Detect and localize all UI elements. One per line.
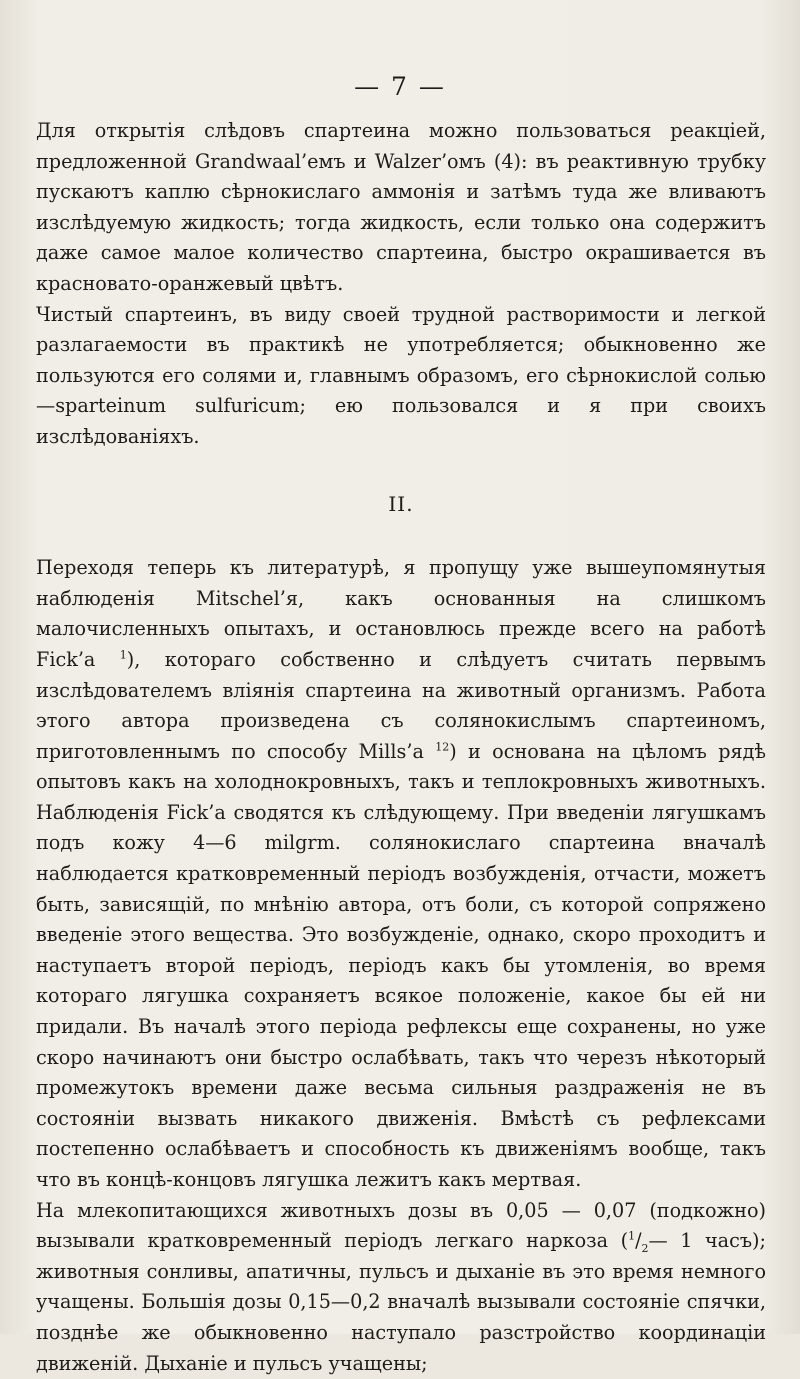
paragraph-reaction: Для открытія слѣдовъ спартеина можно пользоваться реакціей, предложенной Grandwaal’емъ и Walzer’омъ (4): въ реактивную трубку пускаютъ каплю сѣрнокислаго аммонія и затѣмъ туда же вливаютъ изслѣдуемую жидкость; тогда жидкость, если только она содержитъ даже самое малое количество спартеина, быстро окрашивается въ красновато-оранжевый цвѣтъ. — [36, 119, 766, 295]
paragraph-mammals: На млекопитающихся животныхъ дозы въ 0,05 — 0,07 (подкожно) вызывали кратковременный періодъ легкаго наркоза ($^1/_2—$ 1 часъ); животныя сонливы, апатичны, пульсъ и дыханіе въ это время немного учащены. Большія дозы 0,15—0,2 вначалѣ вызывали состояніе спячки, позднѣе же обыкновенно наступало разстройство координаціи движеній. Дыханіе и пульсъ учащены; — [36, 1198, 766, 1375]
footnote-ref-1: 1 — [119, 648, 127, 662]
page-number: — 7 — — [354, 72, 446, 101]
body-text — [36, 116, 766, 1379]
paragraph-pure-sparteine: Чистый спартеинъ, въ виду своей трудной растворимости и легкой разлагаемости въ практикѣ не употребляется; обыкновенно же пользуются его солями и, главнымъ образомъ, его сѣрнокислой солью—spartеinum sulfuricum; ею пользовался и я при своихъ изслѣдованіяхъ. — [36, 302, 766, 448]
footnote-ref-12: 12 — [435, 740, 450, 754]
paragraph-mammals-part1: На млекопитающихся животныхъ дозы въ 0,05 — 0,07 (подкожно) вызывали кратковременный періодъ легкаго наркоза ( — [36, 1198, 766, 1253]
paragraph-literature-part1: Переходя теперь къ литературѣ, я пропущу уже вышеупомянутыя наблюденія Mitschel’я, какъ основанныя на слишкомъ малочисленныхъ опытахъ, и остановлюсь прежде всего на работѣ Fick’a — [36, 556, 766, 671]
section-heading: II. — [388, 491, 414, 516]
paragraph-literature-part2: ), котораго собственно и слѣдуетъ считать первымъ изслѣдователемъ вліянія спартеина на животный организмъ. Работа этого автора произведена съ солянокислымъ спартеиномъ, приготовленнымъ по способу Mills’a — [36, 647, 766, 763]
paragraph-literature — [36, 553, 766, 1195]
fraction-numerator: 1 — [628, 1229, 636, 1243]
fraction-denominator: 2 — [641, 1242, 649, 1256]
paragraph-literature-part3: ) и основана на цѣломъ рядѣ опытовъ какъ на холоднокровныхъ, такъ и теплокровныхъ животныхъ. Наблюденія Fick’a сводятся къ слѣдующему. При введеніи лягушкамъ подъ кожу 4—6 milgrm. солянокислаго спартеина вначалѣ наблюдается кратковременный періодъ возбужденія, отчасти, можетъ быть, зависящій, по мнѣнію автора, отъ боли, съ которой сопряжено введеніе этого вещества. Это возбужденіе, однако, скоро проходитъ и наступаетъ второй періодъ, періодъ какъ бы утомленія, во время котораго лягушка сохраняетъ всякое положеніе, какое бы ей ни придали. Въ началѣ этого періода рефлексы еще сохранены, но уже скоро начинаютъ они быстро ослабѣвать, такъ что черезъ нѣкоторый промежутокъ времени даже весьма сильныя раздраженія не въ состояніи вызвать никакого движенія. Вмѣстѣ съ рефлексами постепенно ослабѣваетъ и способность къ движеніямъ вообще, такъ что въ концѣ-концовъ лягушка лежитъ какъ мертвая. — [36, 739, 766, 1191]
paragraph-mammals-part2: — 1 часъ); животныя сонливы, апатичны, пульсъ и дыханіе въ это время немного учащены. Большія дозы 0,15—0,2 вначалѣ вызывали состояніе спячки, позднѣе же обыкновенно наступало разстройство координаціи движеній. Дыханіе и пульсъ учащены; — [36, 1229, 766, 1375]
